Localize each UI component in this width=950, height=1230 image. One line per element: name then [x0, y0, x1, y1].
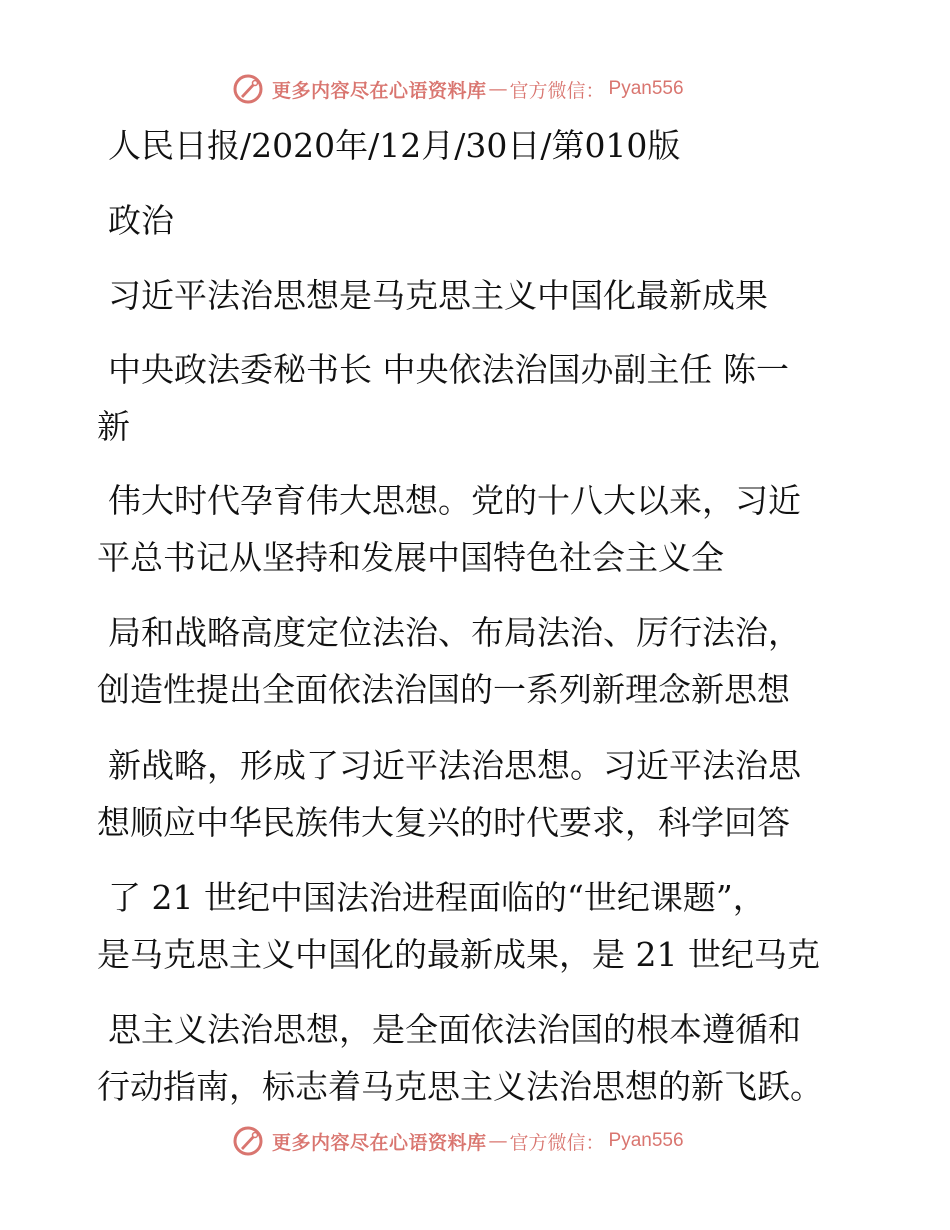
quill-logo-icon — [232, 73, 264, 105]
watermark-banner-bottom — [232, 1124, 684, 1158]
watermark-wechat-id: Pyan556 — [608, 78, 684, 99]
watermark-wechat-label: 官方微信： — [509, 79, 605, 102]
body-line: 创造性提出全面依法治国的一系列新理念新思想 — [97, 670, 790, 709]
watermark-separator: — — [488, 78, 508, 100]
body-line: 新战略，形成了习近平法治思想。习近平法治思 — [108, 746, 801, 785]
watermark-banner-top — [232, 72, 684, 106]
body-line: 是马克思主义中国化的最新成果，是 21 世纪马克 — [97, 935, 820, 974]
source-line: 人民日报/2020年/12月/30日/第010版 — [108, 126, 681, 165]
body-line: 伟大时代孕育伟大思想。党的十八大以来，习近 — [108, 481, 801, 520]
headline: 习近平法治思想是马克思主义中国化最新成果 — [108, 276, 768, 315]
quill-logo-icon — [232, 1125, 264, 1157]
byline-line-1: 中央政法委秘书长 中央依法治国办副主任 陈一 — [108, 350, 789, 389]
body-line: 思主义法治思想，是全面依法治国的根本遵循和 — [108, 1010, 801, 1049]
body-line: 局和战略高度定位法治、布局法治、厉行法治， — [108, 613, 801, 652]
byline-line-2: 新 — [97, 407, 130, 446]
body-line: 想顺应中华民族伟大复兴的时代要求，科学回答 — [97, 803, 790, 842]
watermark-wechat-label: 官方微信： — [509, 1131, 605, 1154]
body-line: 行动指南，标志着马克思主义法治思想的新飞跃。 — [97, 1067, 823, 1106]
watermark-text: 更多内容尽在心语资料库 — [272, 1131, 487, 1154]
watermark-separator: — — [488, 1130, 508, 1152]
watermark-text: 更多内容尽在心语资料库 — [272, 79, 487, 102]
body-line: 平总书记从坚持和发展中国特色社会主义全 — [97, 538, 724, 577]
section-label: 政治 — [108, 201, 174, 240]
watermark-wechat-id: Pyan556 — [608, 1130, 684, 1151]
body-line: 了 21 世纪中国法治进程面临的“世纪课题”， — [108, 878, 766, 917]
